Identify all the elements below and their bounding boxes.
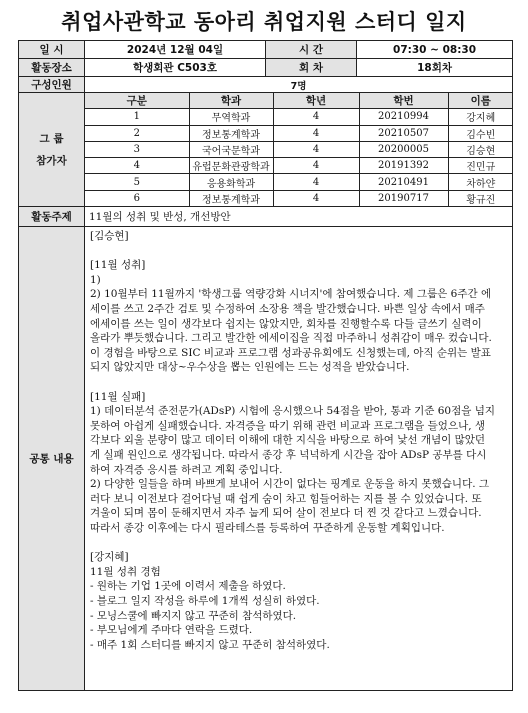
member-id: 20210491 (359, 174, 448, 190)
member-row (85, 125, 513, 141)
date-value: 2024년 12월 04일 (85, 41, 266, 59)
member-no: 4 (85, 158, 189, 174)
member-dept: 정보통계학과 (189, 190, 273, 206)
group-label (19, 93, 85, 207)
member-grade: 4 (273, 174, 359, 190)
content-line (90, 244, 507, 259)
col-header: 이름 (448, 93, 513, 109)
common-content (85, 227, 513, 691)
page-title: 취업사관학교 동아리 취업지원 스터디 일지 (61, 10, 467, 34)
member-dept: 정보통계학과 (189, 125, 273, 141)
member-row (85, 141, 513, 157)
member-name: 차하얀 (448, 174, 513, 190)
content-line: 2) 다양한 일들을 하며 바쁘게 보내어 시간이 없다는 핑계로 운동을 하지 못했습니다. 그 (90, 478, 490, 491)
content-line: - 블로그 일지 작성을 하루에 1개씩 성실히 하였다. (90, 594, 320, 607)
member-grade: 4 (273, 141, 359, 157)
session-label: 회 차 (266, 59, 357, 77)
content-line: 11월 성취 경험 (90, 565, 161, 578)
members-label: 구성인원 (19, 77, 85, 93)
content-line: [강지혜] (90, 551, 129, 564)
content-line: 에세이를 쓰는 일이 생각보다 쉽지는 않았지만, 회차를 진행할수록 다들 글쓰기 실력이 (90, 317, 482, 330)
content-line: - 매주 1회 스터디를 빠지지 않고 꾸준히 참석하였다. (90, 638, 330, 651)
member-no: 1 (85, 109, 189, 125)
content-line: 1) (90, 273, 101, 286)
content-line: 못하여 아쉽게 실패했습니다. 자격증을 따기 위해 관련 비교과 프로그램을 들었으나, 생 (90, 419, 486, 432)
content-line: - 부모님에게 주마다 연락을 드렸다. (90, 624, 253, 637)
member-grade: 4 (273, 125, 359, 141)
content-line: 겨울이 되며 몸이 둔해지면서 자주 눕게 되어 살이 전보다 더 찐 것 같다고 느꼈습니다. (90, 507, 482, 520)
content-line: [김승현] (90, 230, 129, 243)
col-header: 학과 (189, 93, 273, 109)
content-line: 게 실패 원인으로 생각됩니다. 따라서 종강 후 넉넉하게 시간을 잡아 ADsP 공부를 다시 (90, 448, 487, 461)
col-header: 학번 (359, 93, 448, 109)
log-table (18, 40, 513, 691)
group-label-line1: 그 룹 (39, 132, 64, 145)
content-line: 따라서 종강 이후에는 다시 필라테스를 등록하여 꾸준하게 운동할 계획입니다. (90, 521, 445, 534)
content-line: 1) 데이터분석 준전문가(ADsP) 시험에 응시했으나 54점을 받아, 통과 기준 60점을 넘지 (90, 405, 496, 418)
content-line: 각보다 외울 분량이 많고 데이터 이해에 대한 지식을 바탕으로 하여 낯선 개념이 많았던 (90, 434, 486, 447)
time-value: 07:30 ~ 08:30 (357, 41, 513, 59)
members-table (85, 93, 513, 206)
place-value: 학생회관 C503호 (85, 59, 266, 77)
member-id: 20190717 (359, 190, 448, 206)
content-line: 2) 10월부터 11월까지 '학생그룹 역량강화 시너지'에 참여했습니다. 제 그룹은 6주간 에 (90, 288, 492, 301)
member-no: 5 (85, 174, 189, 190)
content-line: 되지 않았지만 대상~우수상을 뽑는 인원에는 드는 성적을 받았습니다. (90, 361, 410, 374)
member-name: 진민규 (448, 158, 513, 174)
col-header: 구분 (85, 93, 189, 109)
member-grade: 4 (273, 190, 359, 206)
content-line (90, 536, 507, 551)
member-dept: 응용화학과 (189, 174, 273, 190)
content-line: - 원하는 기업 1곳에 이력서 제출을 하였다. (90, 580, 286, 593)
member-grade: 4 (273, 109, 359, 125)
content-line (90, 375, 507, 390)
common-label: 공통 내용 (19, 227, 85, 691)
member-id: 20210507 (359, 125, 448, 141)
member-id: 20191392 (359, 158, 448, 174)
member-name: 김수빈 (448, 125, 513, 141)
member-id: 20200005 (359, 141, 448, 157)
member-no: 6 (85, 190, 189, 206)
member-dept: 유럽문화관광학과 (189, 158, 273, 174)
members-value: 7명 (85, 77, 513, 93)
member-row (85, 109, 513, 125)
place-label: 활동장소 (19, 59, 85, 77)
member-id: 20210994 (359, 109, 448, 125)
member-row (85, 174, 513, 190)
member-grade: 4 (273, 158, 359, 174)
member-no: 3 (85, 141, 189, 157)
content-line: 러다 보니 이전보다 걸어다닐 때 쉽게 숨이 차고 힘들어하는 지를 볼 수 있었습니다. 또 (90, 492, 482, 505)
content-line: [11월 실패] (90, 390, 146, 403)
content-line: [11월 성취] (90, 259, 146, 272)
group-label-line2: 참가자 (36, 154, 67, 167)
content-line: 이 경험을 바탕으로 SIC 비교과 프로그램 성과공유회에도 신청했는데, 아직 순위는 발표 (90, 346, 491, 359)
member-dept: 국어국문학과 (189, 141, 273, 157)
content-line: - 모닝스쿨에 빠지지 않고 꾸준히 참석하였다. (90, 609, 297, 622)
member-name: 김승현 (448, 141, 513, 157)
content-line: 하여 자격증 응시를 하려고 계획 중입니다. (90, 463, 283, 476)
member-row (85, 190, 513, 206)
content-line: 올라가 뿌듯했습니다. 그리고 발간한 에세이집을 직접 마주하니 성취감이 매우 컸습니다. (90, 332, 492, 345)
members-header-row (85, 93, 513, 109)
member-no: 2 (85, 125, 189, 141)
member-name: 황규진 (448, 190, 513, 206)
content-line: 세이를 쓰고 2주간 검토 및 수정하여 소장용 책을 발간했습니다. 바쁜 일상 속에서 매주 (90, 303, 485, 316)
members-cell (85, 93, 513, 207)
col-header: 학년 (273, 93, 359, 109)
time-label: 시 간 (266, 41, 357, 59)
topic-value: 11월의 성취 및 반성, 개선방안 (85, 207, 513, 227)
topic-label: 활동주제 (19, 207, 85, 227)
member-dept: 무역학과 (189, 109, 273, 125)
session-value: 18회차 (357, 59, 513, 77)
date-label: 일 시 (19, 41, 85, 59)
member-name: 강지혜 (448, 109, 513, 125)
member-row (85, 158, 513, 174)
